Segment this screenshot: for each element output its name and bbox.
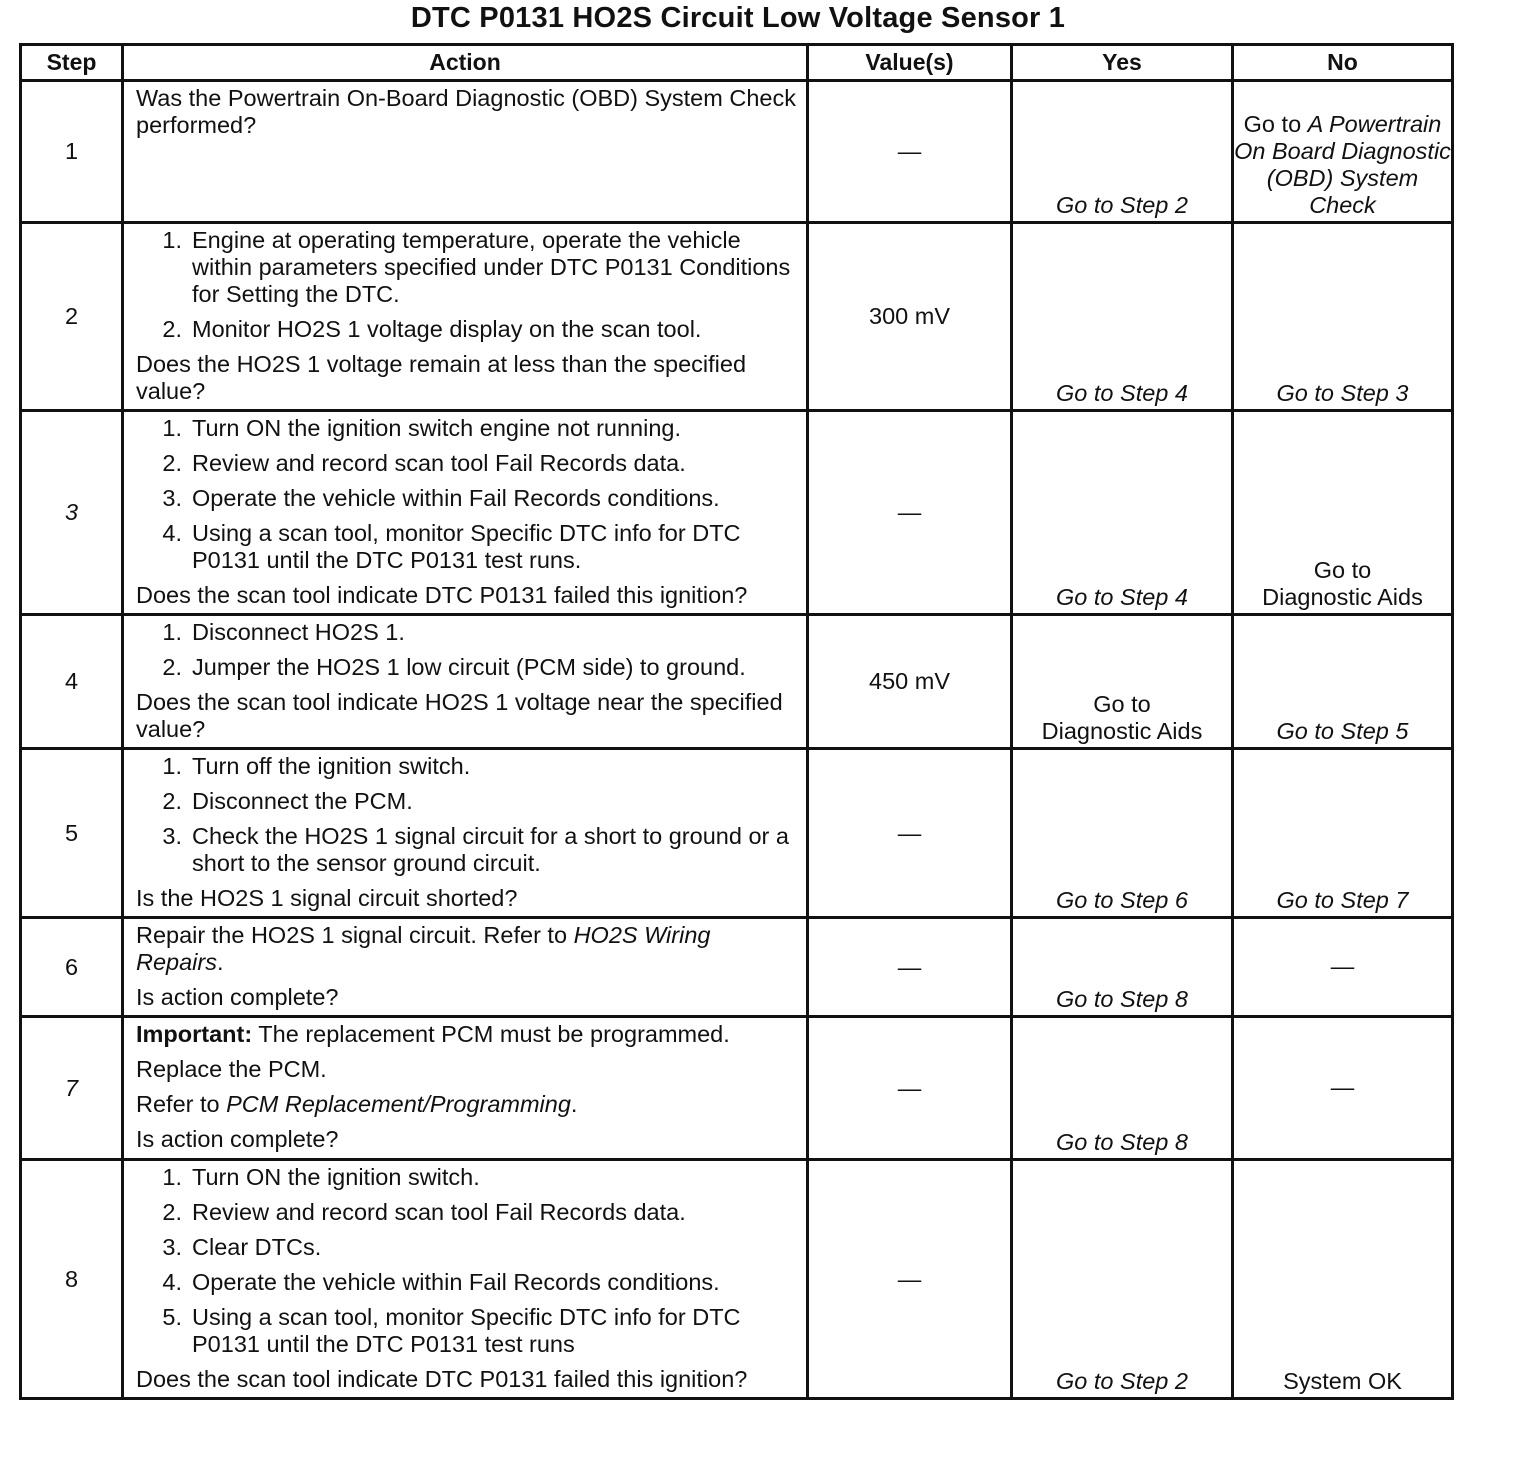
step-number: 6 [21, 918, 123, 1017]
table-row [21, 749, 1453, 918]
yes-cell: Go to Step 4 [1012, 223, 1233, 411]
list-text: Check the HO2S 1 signal circuit for a short to ground or a short to the sensor ground circuit. [192, 823, 789, 876]
list-number: 3. [162, 485, 182, 511]
list-item [136, 415, 796, 442]
action-cell [123, 411, 808, 615]
list-number: 2. [162, 316, 182, 342]
list-number: 2. [162, 1199, 182, 1225]
list-text: Engine at operating temperature, operate the vehicle within parameters specified under DTC P0131 Conditions for Setting the DTC. [192, 227, 791, 307]
list-text: Review and record scan tool Fail Records data. [192, 1199, 686, 1225]
list-item [136, 520, 796, 574]
header-yes: Yes [1012, 45, 1233, 81]
list-text: Turn off the ignition switch. [192, 753, 471, 779]
yes-line-2: Diagnostic Aids [1041, 718, 1203, 744]
yes-cell: Go to Step 4 [1012, 411, 1233, 615]
important-text: The replacement PCM must be programmed. [252, 1021, 730, 1047]
value-cell: — [808, 1017, 1012, 1160]
list-text: Turn ON the ignition switch. [192, 1164, 480, 1190]
important-note [136, 1021, 796, 1048]
value-cell: 300 mV [808, 223, 1012, 411]
header-values: Value(s) [808, 45, 1012, 81]
action-text-suffix: . [216, 949, 224, 975]
table-row [21, 1017, 1453, 1160]
page-title: DTC P0131 HO2S Circuit Low Voltage Sensor 1 [410, 2, 1066, 34]
yes-cell: Go to Step 8 [1012, 1017, 1233, 1160]
list-item [136, 1199, 796, 1226]
step-number: 1 [21, 81, 123, 223]
no-cell: System OK [1233, 1160, 1453, 1399]
action-question: Does the scan tool indicate DTC P0131 failed this ignition? [136, 582, 748, 608]
header-row [21, 45, 1453, 81]
table-row [21, 918, 1453, 1017]
table-row [21, 411, 1453, 615]
yes-cell: Go to Step 6 [1012, 749, 1233, 918]
action-text-suffix: . [570, 1091, 578, 1117]
value-cell: — [808, 918, 1012, 1017]
list-number: 1. [162, 415, 182, 441]
list-item [136, 823, 796, 877]
list-text: Disconnect the PCM. [192, 788, 413, 814]
list-number: 1. [162, 619, 182, 645]
action-text-prefix: Repair the HO2S 1 signal circuit. Refer to [136, 922, 574, 948]
action-cell [123, 81, 808, 223]
action-text-prefix: Refer to [136, 1091, 227, 1117]
no-cell: — [1233, 918, 1453, 1017]
value-cell: — [808, 81, 1012, 223]
no-cell: Go to Step 7 [1233, 749, 1453, 918]
list-item [136, 485, 796, 512]
list-number: 2. [162, 788, 182, 814]
value-cell: — [808, 749, 1012, 918]
list-item [136, 450, 796, 477]
no-link: A Powertrain On Board Diagnostic (OBD) System Check [1234, 111, 1451, 218]
yes-cell [1012, 615, 1233, 749]
action-cell [123, 615, 808, 749]
no-line-1: Go to [1313, 557, 1372, 583]
action-cell [123, 749, 808, 918]
list-item [136, 619, 796, 646]
yes-cell: Go to Step 8 [1012, 918, 1233, 1017]
no-cell: — [1233, 1017, 1453, 1160]
list-text: Monitor HO2S 1 voltage display on the scan tool. [192, 316, 702, 342]
list-text: Clear DTCs. [192, 1234, 322, 1260]
important-label: Important: [136, 1021, 253, 1047]
yes-cell: Go to Step 2 [1012, 1160, 1233, 1399]
list-item [136, 227, 796, 308]
value-cell: — [808, 411, 1012, 615]
table-row [21, 81, 1453, 223]
action-question: Is action complete? [136, 1126, 339, 1152]
list-number: 1. [162, 1164, 182, 1190]
list-number: 1. [162, 227, 182, 253]
action-question: Is the HO2S 1 signal circuit shorted? [136, 885, 518, 911]
value-cell: — [808, 1160, 1012, 1399]
action-cell [123, 918, 808, 1017]
table-row [21, 1160, 1453, 1399]
step-number: 3 [21, 411, 123, 615]
reference-link: HO2S Wiring Repairs [136, 922, 711, 975]
list-text: Turn ON the ignition switch engine not running. [192, 415, 681, 441]
table-row [21, 615, 1453, 749]
list-item [136, 1269, 796, 1296]
list-number: 1. [162, 753, 182, 779]
list-number: 2. [162, 450, 182, 476]
value-cell: 450 mV [808, 615, 1012, 749]
list-number: 3. [162, 1234, 182, 1260]
list-item [136, 1164, 796, 1191]
no-prefix: Go to [1243, 111, 1308, 137]
action-cell [123, 1017, 808, 1160]
list-item [136, 1304, 796, 1358]
action-text: Was the Powertrain On-Board Diagnostic (OBD) System Check performed? [136, 85, 796, 138]
action-cell [123, 1160, 808, 1399]
action-text [136, 1091, 796, 1118]
list-number: 3. [162, 823, 182, 849]
no-cell [1233, 411, 1453, 615]
list-item [136, 788, 796, 815]
step-number: 8 [21, 1160, 123, 1399]
step-number: 2 [21, 223, 123, 411]
list-item [136, 316, 796, 343]
list-number: 4. [162, 520, 182, 546]
action-text [136, 922, 796, 976]
step-number: 7 [21, 1017, 123, 1160]
list-number: 2. [162, 654, 182, 680]
yes-cell: Go to Step 2 [1012, 81, 1233, 223]
step-number: 5 [21, 749, 123, 918]
no-line-2: Diagnostic Aids [1262, 584, 1423, 610]
list-item [136, 654, 796, 681]
list-text: Jumper the HO2S 1 low circuit (PCM side) to ground. [192, 654, 746, 680]
header-no: No [1233, 45, 1453, 81]
reference-link: PCM Replacement/Programming [226, 1091, 571, 1117]
header-action: Action [123, 45, 808, 81]
list-text: Review and record scan tool Fail Records data. [192, 450, 686, 476]
action-question: Is action complete? [136, 984, 339, 1010]
list-number: 5. [162, 1304, 182, 1330]
step-number: 4 [21, 615, 123, 749]
diagnostic-table [19, 43, 1454, 1400]
list-text: Operate the vehicle within Fail Records conditions. [192, 1269, 720, 1295]
yes-line-1: Go to [1093, 691, 1151, 717]
list-text: Using a scan tool, monitor Specific DTC info for DTC P0131 until the DTC P0131 test runs. [192, 520, 741, 573]
action-question: Does the scan tool indicate HO2S 1 voltage near the specified value? [136, 689, 783, 742]
list-text: Disconnect HO2S 1. [192, 619, 405, 645]
list-text: Operate the vehicle within Fail Records conditions. [192, 485, 720, 511]
no-cell: Go to Step 5 [1233, 615, 1453, 749]
no-cell: Go to Step 3 [1233, 223, 1453, 411]
action-question: Does the HO2S 1 voltage remain at less than the specified value? [136, 351, 747, 404]
header-step: Step [21, 45, 123, 81]
list-number: 4. [162, 1269, 182, 1295]
action-question: Does the scan tool indicate DTC P0131 failed this ignition? [136, 1366, 748, 1392]
action-text: Replace the PCM. [136, 1056, 327, 1082]
list-text: Using a scan tool, monitor Specific DTC info for DTC P0131 until the DTC P0131 test runs [192, 1304, 741, 1357]
list-item [136, 1234, 796, 1261]
no-cell [1233, 81, 1453, 223]
action-cell [123, 223, 808, 411]
table-row [21, 223, 1453, 411]
list-item [136, 753, 796, 780]
